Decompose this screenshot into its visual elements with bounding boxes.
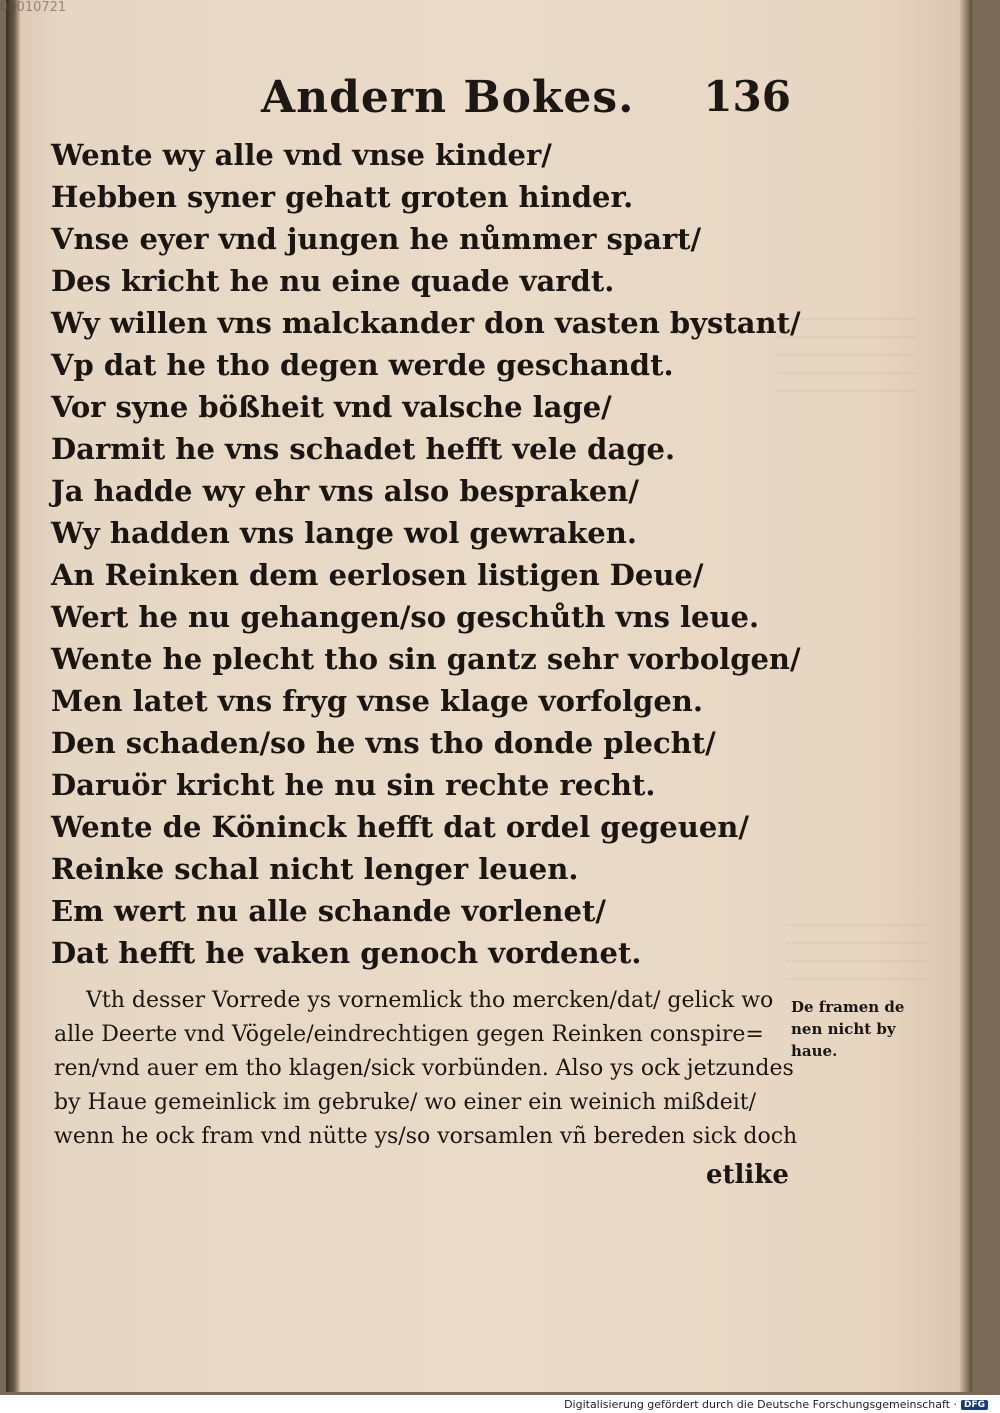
scan-signature: 00010721 xyxy=(0,0,67,15)
verse-line: Wente wy alle vnd vnse kinder/ xyxy=(51,138,552,172)
verse-line: Vp dat he tho degen werde geschandt. xyxy=(51,348,674,382)
prose-line: ren/vnd auer em tho klagen/sick vorbünden. Also ys ock jetzundes xyxy=(54,1056,794,1081)
verse-line: Wy willen vns malckander don vasten bystant/ xyxy=(51,306,801,340)
prose-line: by Haue gemeinlick im gebruke/ wo einer ein weinich mißdeit/ xyxy=(54,1090,757,1115)
running-title: Andern Bokes. xyxy=(261,72,635,123)
verse-line: An Reinken dem eerlosen listigen Deue/ xyxy=(51,558,704,592)
catchword: etlike xyxy=(706,1160,789,1190)
prose-line: wenn he ock fram vnd nütte ys/so vorsamlen vñ bereden sick doch xyxy=(54,1124,798,1149)
verse-line: Men latet vns fryg vnse klage vorfolgen. xyxy=(51,684,703,718)
page-edge-shadow xyxy=(960,0,972,1392)
prose-line: alle Deerte vnd Vögele/eindrechtigen gegen Reinken conspire= xyxy=(54,1022,764,1047)
dfg-logo: DFG xyxy=(961,1400,988,1410)
verse-line: Darmit he vns schadet hefft vele dage. xyxy=(51,432,676,466)
verse-line: Daruör kricht he nu sin rechte recht. xyxy=(51,768,656,802)
verse-line: Den schaden/so he vns tho donde plecht/ xyxy=(51,726,716,760)
verse-line: Vor syne bößheit vnd valsche lage/ xyxy=(51,390,612,424)
page-number: 136 xyxy=(703,72,791,121)
marginal-note xyxy=(791,996,941,1062)
book-page xyxy=(6,0,972,1392)
verse-line: Wente he plecht tho sin gantz sehr vorbolgen/ xyxy=(51,642,801,676)
marginal-note-line: De framen de xyxy=(791,998,905,1016)
marginal-note-line: haue. xyxy=(791,1042,838,1060)
verse-block xyxy=(51,134,801,974)
verse-line: Wy hadden vns lange wol gewraken. xyxy=(51,516,637,550)
verse-line: Ja hadde wy ehr vns also bespraken/ xyxy=(51,474,639,508)
bleed-through-mark xyxy=(786,920,926,980)
prose-line: Vth desser Vorrede ys vornemlick tho mercken/dat/ gelick wo xyxy=(86,988,774,1013)
verse-line: Dat hefft he vaken genoch vordenet. xyxy=(51,936,642,970)
verse-line: Wente de Köninck hefft dat ordel gegeuen/ xyxy=(51,810,749,844)
verse-line: Des kricht he nu eine quade vardt. xyxy=(51,264,615,298)
prose-block xyxy=(54,984,798,1154)
running-header xyxy=(261,72,791,132)
verse-line: Hebben syner gehatt groten hinder. xyxy=(51,180,634,214)
footer-text: Digitalisierung gefördert durch die Deutsche Forschungsgemeinschaft · xyxy=(564,1398,957,1411)
verse-line: Em wert nu alle schande vorlenet/ xyxy=(51,894,606,928)
verse-line: Wert he nu gehangen/so geschůth vns leue. xyxy=(51,600,760,634)
page-gutter-shadow xyxy=(6,0,20,1392)
verse-line: Reinke schal nicht lenger leuen. xyxy=(51,852,579,886)
marginal-note-line: nen nicht by xyxy=(791,1020,896,1038)
funding-footer xyxy=(564,1398,988,1411)
verse-line: Vnse eyer vnd jungen he nůmmer spart/ xyxy=(51,222,702,256)
